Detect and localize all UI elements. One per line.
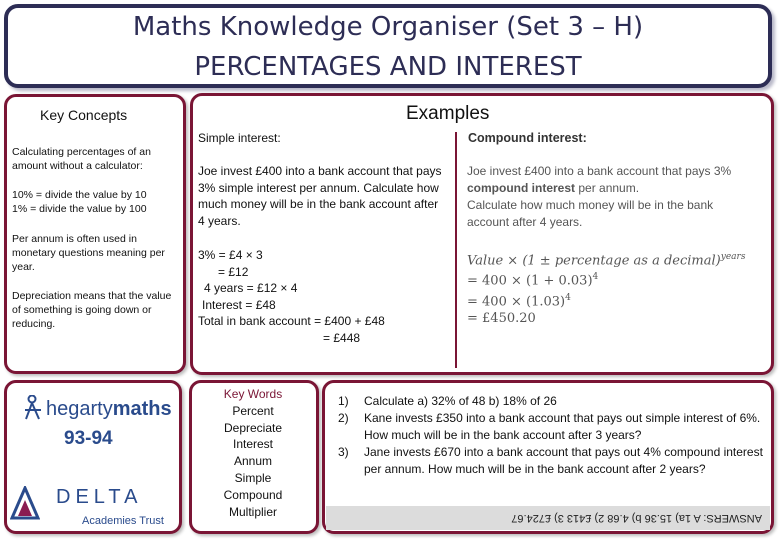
question-number: 3) <box>338 445 349 459</box>
title-banner <box>4 4 772 88</box>
key-concepts-heading: Key Concepts <box>40 107 128 123</box>
key-word: Multiplier <box>228 504 277 519</box>
compound-q-line: Calculate how much money will be in the bank <box>467 198 714 212</box>
logo-word: maths <box>112 398 172 420</box>
title-line-1: Maths Knowledge Organiser (Set 3 – H) <box>132 12 644 42</box>
compound-q-line: Joe invest £400 into a bank account that pays 3% <box>467 164 732 178</box>
simple-interest-question: Joe invest £400 into a bank account that pays 3% simple interest per annum. Calculate how much money will be in the bank account after 4 years. <box>198 164 442 228</box>
key-word: Depreciate <box>223 420 283 435</box>
examples-heading: Examples <box>406 103 490 124</box>
compound-formula <box>467 249 745 327</box>
formula-line <box>467 269 745 289</box>
title-line-2: PERCENTAGES AND INTEREST <box>194 52 582 82</box>
logo-word: hegarty <box>46 398 113 420</box>
concept-per-annum: Per annum is often used in monetary questions meaning per year. <box>12 233 165 273</box>
depreciation-definition: means that the value of something is going down or reducing. <box>12 290 172 330</box>
question-text: Kane invests £350 into a bank account that pays out simple interest of 6%. How much will be in the bank account after 3 years? <box>364 411 761 442</box>
question-item <box>338 393 768 410</box>
hegarty-code: 93-94 <box>64 428 113 449</box>
question-item <box>338 444 768 478</box>
working-line: = £448 <box>323 330 361 345</box>
formula-line: = £450.20 <box>467 310 536 326</box>
delta-logo-subtitle: Academies Trust <box>82 515 164 527</box>
concept-percentages: Calculating percentages of an amount without a calculator: <box>12 146 151 172</box>
formula-text: Value × (1 ± percentage as a decimal) <box>467 253 721 269</box>
working-line: Total in bank account = £400 + £48 <box>198 314 385 328</box>
formula-line <box>467 249 745 269</box>
simple-interest-label: Simple interest: <box>198 131 281 145</box>
key-words-heading: Key Words <box>223 387 283 401</box>
question-number: 2) <box>338 411 349 425</box>
question-number: 1) <box>338 394 349 408</box>
question-item <box>338 410 768 444</box>
simple-interest-working <box>198 247 448 346</box>
working-line: Interest = £48 <box>202 297 276 312</box>
formula-text: = 400 × (1.03) <box>467 293 566 309</box>
delta-logo-text: DELTA <box>56 486 143 508</box>
concept-10-percent: 10% = divide the value by 10 <box>12 189 147 201</box>
hegarty-maths-logo <box>46 398 172 421</box>
formula-exponent: years <box>720 252 746 262</box>
working-line: 4 years = £12 × 4 <box>204 281 298 295</box>
compound-q-line: account after 4 years. <box>467 215 583 229</box>
key-word: Simple <box>234 470 272 485</box>
formula-line <box>467 290 745 310</box>
concept-1-percent: 1% = divide the value by 100 <box>12 203 147 215</box>
depreciation-term: Depreciation <box>12 290 71 302</box>
compound-interest-label: Compound interest: <box>468 131 587 145</box>
key-words-list <box>192 386 314 520</box>
compound-q-line <box>467 180 757 197</box>
question-text: Calculate a) 32% of 48 b) 18% of 26 <box>364 394 557 408</box>
key-word: Compound <box>223 487 283 502</box>
hegarty-figure-icon <box>22 395 44 421</box>
formula-text: = 400 × (1 + 0.03) <box>467 273 593 289</box>
examples-divider <box>455 132 457 368</box>
concept-depreciation <box>12 289 180 331</box>
working-line: = £12 <box>218 264 249 279</box>
working-line: 3% = £4 × 3 <box>198 248 263 262</box>
questions-list <box>338 393 768 478</box>
compound-term: compound interest <box>467 181 576 195</box>
compound-interest-question <box>467 163 757 231</box>
formula-exponent: 4 <box>592 272 599 283</box>
compound-q-rest: per annum. <box>575 181 640 195</box>
key-word: Percent <box>232 403 274 418</box>
formula-exponent: 4 <box>565 292 571 303</box>
question-text: Jane invests £670 into a bank account that pays out 4% compound interest per annum. How much will be in the bank account after 2 years? <box>364 445 763 476</box>
key-word: Annum <box>233 454 273 469</box>
answers-strip: ANSWERS: A 1a) 15.36 b) 4.68 2) £413 3) £724.67 <box>326 506 770 530</box>
key-word: Interest <box>232 437 274 452</box>
delta-triangle-icon <box>10 486 40 520</box>
